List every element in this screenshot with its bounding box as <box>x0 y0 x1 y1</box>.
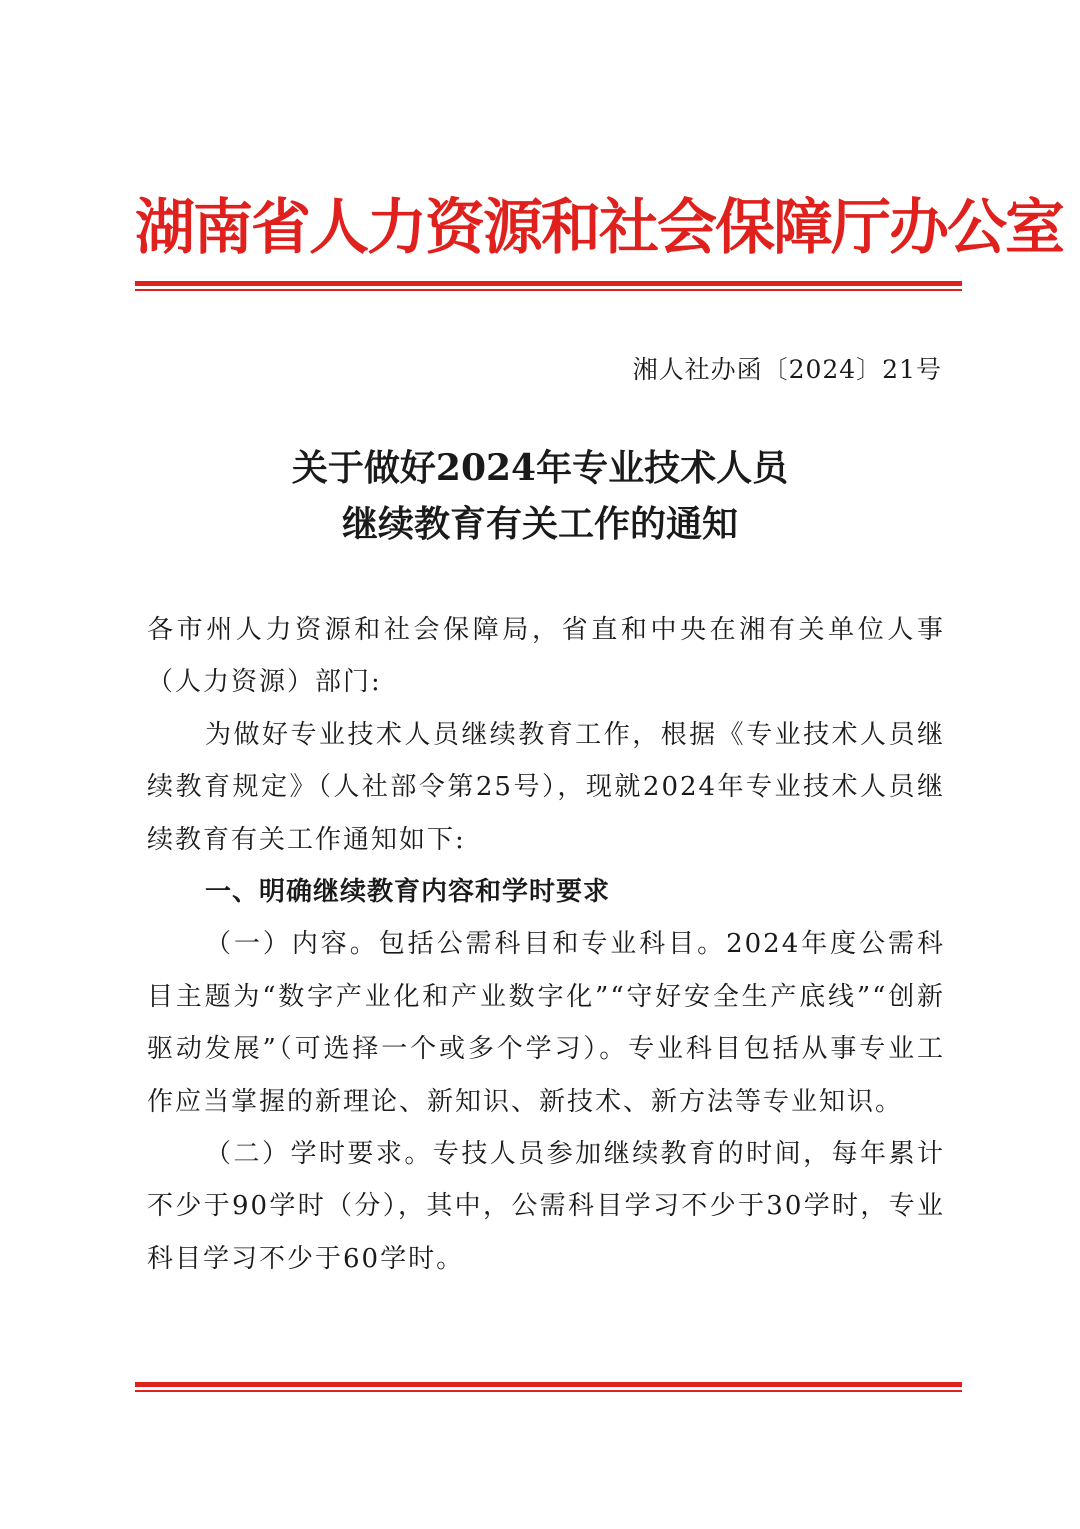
item-1-paragraph: （一）内容。包括公需科目和专业科目。2024年度公需科目主题为“数字产业化和产业数字化”“守好安全生产底线”“创新驱动发展”（可选择一个或多个学习）。专业科目包括从事专业工作应当掌握的新理论、新知识、新技术、新方法等专业知识。 <box>147 929 945 1117</box>
red-rule-thin-line <box>135 289 962 291</box>
intro-paragraph: 为做好专业技术人员继续教育工作，根据《专业技术人员继续教育规定》（人社部令第25号），现就2024年专业技术人员继续教育有关工作通知如下: <box>147 719 945 855</box>
red-rule-thick-line <box>135 1382 962 1387</box>
document-body <box>147 604 945 1285</box>
item-2-paragraph: （二）学时要求。专技人员参加继续教育的时间，每年累计不少于90学时（分），其中，公需科目学习不少于30学时，专业科目学习不少于60学时。 <box>147 1139 945 1274</box>
section-1-heading: 一、明确继续教育内容和学时要求 <box>205 877 611 908</box>
document-title <box>135 440 945 552</box>
red-rule-thin-line <box>135 1390 962 1392</box>
red-rule-thick-line <box>135 281 962 286</box>
bottom-red-rule <box>135 1382 962 1392</box>
salutation: 各市州人力资源和社会保障局，省直和中央在湘有关单位人事（人力资源）部门: <box>147 615 945 698</box>
document-number: 湘人社办函〔2024〕21号 <box>632 355 942 384</box>
title-line-2: 继续教育有关工作的通知 <box>341 503 738 545</box>
top-red-rule <box>135 281 962 291</box>
title-line-1: 关于做好2024年专业技术人员 <box>291 447 789 489</box>
issuing-office-masthead: 湖南省人力资源和社会保障厅办公室 <box>135 193 1063 263</box>
